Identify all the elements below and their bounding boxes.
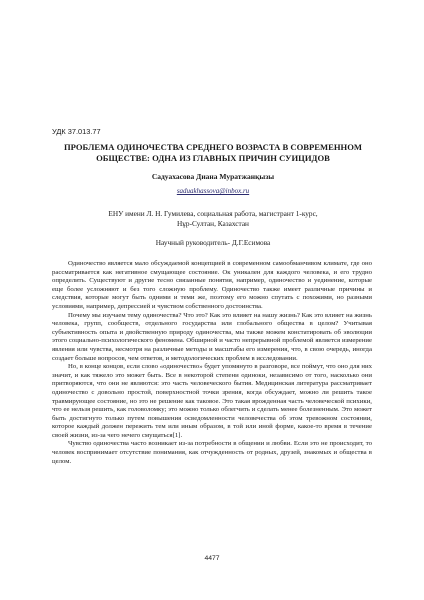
body-paragraph: Чувство одиночества часто возникает из-за потребности в общении и любви. Если это не происходит, то человек воспринимает отсутствие понимания, как отчужденность от родных, друзей, знакомых и общества в целом.: [52, 440, 372, 465]
affiliation-line-2: Нұр-Султан, Казахстан: [177, 219, 249, 228]
body-paragraph: Но, в конце концов, если слово «одиночество» будет упомянуто в разговоре, все поймут, что оно для них значит, и как тяжело это может быть. Все в некоторой степени одиноки, независимо от того, насколько они притворяются, что они не являются: это часть человеческого бытия. Медицинская литература рассматривает одиночество с довольно простой, поверхностной точки зрения, когда обсуждает, можно ли решить такое травмирующее состояние, но это не решение как таковое. Это такая врожденная часть человеческой психики, что ее нельзя решить, как головоломку; это можно только облегчить и сделать менее болезненным. Это может быть достигнуто только путем повышения осведомленности человечества об этом тревожном состоянии, которое каждый должен пережить тем или иным образом, в той или иной форме, какое-то время в течение своей жизни, из-за чего нечего смущаться[1].: [52, 363, 372, 439]
affiliation-line-1: ЕНУ имени Л. Н. Гумилева, социальная работа, магистрант 1-курс,: [108, 209, 318, 218]
title-line-1: ПРОБЛЕМА ОДИНОЧЕСТВА СРЕДНЕГО ВОЗРАСТА В СОВРЕМЕННОМ: [63, 142, 362, 152]
scientific-advisor: Научный руководитель- Д.Г.Есимова: [155, 238, 271, 247]
title-line-2: ОБЩЕСТВЕ: ОДНА ИЗ ГЛАВНЫХ ПРИЧИН СУИЦИДОВ: [96, 153, 330, 163]
body-text: [52, 260, 372, 466]
paper-title: [50, 142, 376, 164]
body-paragraph: Одиночество является мало обсуждаемой концепцией в современном самообманчивом климате, где оно рассматривается как негативное смущающее состояние. Ок уникален для каждого человека, и его трудно определить. Существуют и другие тесно связанные понятия, например, одиночество и уединение, которые еще более усложняют и без того сложную проблему. Одиночество также имеет различные причины и следствия, которые могут быть одними и теми же, поэтому его можно спутать с похожими, но разными условиями, например, депрессией и чувством собственного достоинства.: [52, 260, 372, 310]
udc-code: УДК 37.013.77: [52, 127, 101, 136]
page-number: 4477: [204, 555, 220, 562]
body-paragraph: Почему мы изучаем тему одиночества? Что это? Как это влияет на нашу жизнь? Как это влияет на жизнь человека, групп, сообществ, отдельного государства или глобального общества в целом? Учитывая субъективность опыта и двойственную природу одиночества, мы также можем констатировать об эволюции этого социально-психологического феномена. Обширной и часто непрерывной проблемой является измерение явления или чувства, несмотря на различные методы и масштабы его измерения, что, в свою очередь, иногда создает больше вопросов, чем ответов, и методологических проблем в исследовании.: [52, 311, 372, 362]
author-name: Садуахасова Диана Муратжанқызы: [151, 172, 275, 181]
affiliation: [50, 209, 376, 229]
author-email-link[interactable]: saduakhassova@inbox.ru: [176, 187, 250, 195]
